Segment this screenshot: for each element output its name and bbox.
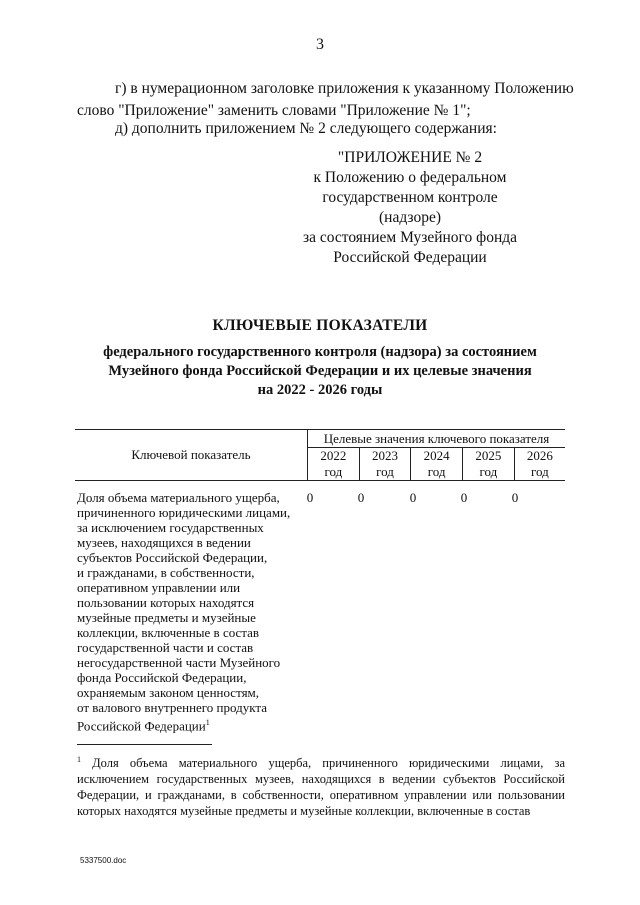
indicator-line: государственной части и состав	[77, 640, 254, 655]
indicator-description	[77, 490, 292, 733]
indicator-line: фонда Российской Федерации,	[77, 670, 247, 685]
column-header-targets: Целевые значения ключевого показателя	[308, 430, 566, 448]
document-id: 5337500.doc	[80, 856, 127, 865]
footnote-divider	[77, 744, 212, 745]
column-header-indicator: Ключевой показатель	[75, 430, 308, 481]
subtitle-line: Музейного фонда Российской Федерации и их целевые значения	[108, 363, 532, 379]
year-header: 2023 год	[359, 448, 411, 481]
indicator-line: и гражданами, в собственности,	[77, 565, 255, 580]
indicator-line: от валового внутреннего продукта	[77, 700, 268, 715]
year-header: 2026 год	[514, 448, 565, 481]
appendix-line: государственном контроле (надзоре)	[322, 189, 498, 226]
indicator-line: музеев, находящихся в ведении	[77, 535, 251, 550]
indicator-line: музейные предметы и музейные	[77, 610, 256, 625]
appendix-line: к Положению о федеральном	[313, 169, 507, 186]
value-2022: 0	[306, 490, 314, 505]
paragraph-d: д) дополнить приложением № 2 следующего содержания:	[115, 120, 497, 137]
indicator-line: негосударственной части Музейного	[77, 655, 281, 670]
year-header: 2024 год	[411, 448, 463, 481]
paragraph-g-continued: слово "Приложение" заменить словами "Приложение № 1";	[77, 102, 471, 119]
year-header: 2022 год	[308, 448, 360, 481]
subtitle-line: на 2022 - 2026 годы	[257, 382, 383, 398]
appendix-line: за состоянием Музейного фонда	[302, 229, 518, 246]
value-2025: 0	[460, 490, 468, 505]
paragraph-g: г) в нумерационном заголовке приложения к указанному Положению	[115, 80, 574, 97]
appendix-line: "ПРИЛОЖЕНИЕ № 2	[337, 149, 483, 166]
indicator-line: пользовании которых находятся	[77, 595, 255, 610]
indicator-line: Доля объема материального ущерба,	[77, 490, 280, 505]
value-2026: 0	[511, 490, 519, 505]
indicators-table	[75, 429, 565, 481]
page-number: 3	[316, 36, 324, 53]
appendix-heading	[300, 148, 520, 268]
indicator-line: оперативном управлении или	[77, 580, 241, 595]
year-header: 2025 год	[463, 448, 515, 481]
indicator-line: охраняемым законом ценностям,	[77, 685, 260, 700]
footnote-reference[interactable]: 1	[205, 718, 210, 727]
document-subtitle	[60, 343, 580, 400]
indicator-line: за исключением государственных	[77, 520, 264, 535]
indicator-line: причиненного юридическими лицами,	[77, 505, 291, 520]
footnote	[77, 752, 565, 819]
indicator-line: субъектов Российской Федерации,	[77, 550, 268, 565]
subtitle-line: федерального государственного контроля (надзора) за состоянием	[103, 344, 537, 360]
footnote-mark: 1	[77, 755, 81, 764]
document-title: КЛЮЧЕВЫЕ ПОКАЗАТЕЛИ	[212, 317, 428, 334]
footnote-text: Доля объема материального ущерба, причиненного юридическими лицами, за исключением государственных музеев, находящихся в ведении субъектов Российской Федерации, и гражданами, в собственности, оперативном управлении или пользовании которых находятся музейные предметы и музейные коллекции, включенные в состав	[77, 756, 565, 819]
appendix-line: Российской Федерации	[333, 249, 487, 266]
value-2023: 0	[357, 490, 365, 505]
value-2024: 0	[409, 490, 417, 505]
indicator-line: Российской Федерации$^1$	[77, 718, 210, 734]
indicator-line: коллекции, включенные в состав	[77, 625, 260, 640]
